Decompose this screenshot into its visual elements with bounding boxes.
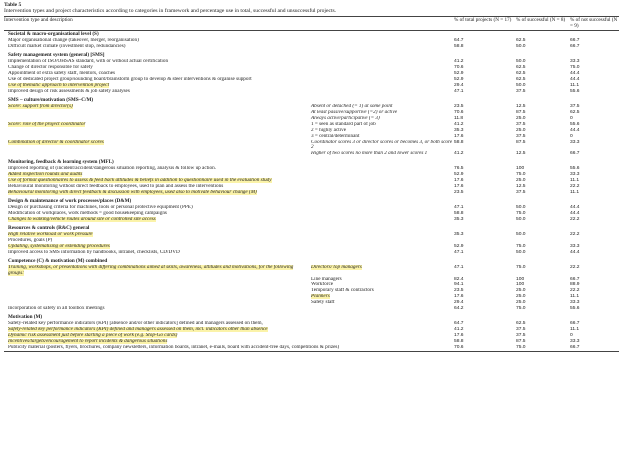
pct-successful: 50.0 <box>516 82 526 88</box>
pct-total: 64.2 <box>454 306 464 312</box>
pct-not-successful: 33.3 <box>570 139 580 145</box>
pct-not-successful: 11.1 <box>570 82 580 88</box>
pct-successful: 75.0 <box>516 172 526 178</box>
pct-total: 35.3 <box>454 127 464 133</box>
score-description: 1 = seen as standard part of job <box>311 121 376 127</box>
pct-total: 52.9 <box>454 71 464 77</box>
intervention-label: Combination of director & coordinator scores <box>8 139 104 145</box>
pct-total: 47.1 <box>454 205 464 211</box>
pct-not-successful: 66.7 <box>570 345 619 351</box>
header-intervention-type: Intervention type and description <box>4 17 309 31</box>
intervention-label: Major organisational change (takeover, merger, reorganisation) <box>8 38 139 44</box>
section-heading-row <box>4 196 619 205</box>
pct-not-successful: 55.6 <box>570 166 580 172</box>
pct-successful: 100 <box>516 276 525 282</box>
score-description: Absent or detached (= 1) at some point <box>311 103 393 109</box>
pct-not-successful: 22.2 <box>570 184 580 190</box>
intervention-label: Safety-related key performance indicators (KPI) defined and managers assessed on them, incl. indicators other than absence <box>8 327 268 333</box>
pct-not-successful: 0 <box>570 333 573 339</box>
pct-successful: 87.5 <box>516 339 526 345</box>
table-number: Table 5 <box>4 2 22 8</box>
pct-successful: 62.5 <box>516 38 526 44</box>
pct-not-successful: 22.2 <box>570 231 580 237</box>
pct-total: 52.9 <box>454 76 464 82</box>
pct-not-successful: 44.4 <box>570 71 580 77</box>
pct-total: 52.9 <box>454 172 464 178</box>
intervention-label: Incorporation of safety in all toolbox meetings <box>8 306 105 312</box>
section-heading-row <box>4 223 619 232</box>
pct-not-successful: 66.7 <box>570 151 580 157</box>
section-heading-row <box>4 157 619 166</box>
pct-successful: 37.5 <box>516 190 526 196</box>
score-description: Always active/participative (= 3) <box>311 115 380 121</box>
intervention-table <box>4 16 619 352</box>
pct-total: 17.6 <box>454 333 464 339</box>
pct-not-successful: 55.6 <box>570 88 580 94</box>
intervention-label: Score: role of the project coordinator <box>8 121 86 127</box>
pct-successful: 50.0 <box>516 231 526 237</box>
intervention-label: Publicity material (posters, flyers, brochures, company newsletters, information boards, intranet, e-mails, board with accident-free days, competitions & prizes) <box>4 345 454 351</box>
document-page <box>4 0 619 352</box>
intervention-label: Incentives/targets/encouragement to report incidents & dangerous situations <box>8 339 168 345</box>
pct-total: 17.6 <box>454 178 464 184</box>
section-heading-row <box>4 312 619 321</box>
pct-not-successful: 66.7 <box>570 38 580 44</box>
pct-successful: 62.5 <box>516 71 526 77</box>
intervention-label: Procedures, goals (P) <box>8 237 53 243</box>
pct-total: 70.6 <box>454 65 464 71</box>
pct-not-successful: 0 <box>570 115 573 121</box>
section-heading-row <box>4 256 619 265</box>
score-description: 3 = central/determinant <box>311 133 360 139</box>
pct-not-successful: 22.2 <box>570 264 580 270</box>
intervention-label: Safety-related key performance indicators (KPI) [absence and/or other indicators] defined and managers assessed on them, <box>8 321 263 327</box>
pct-successful: 75.0 <box>516 211 526 216</box>
pct-successful: 100 <box>516 166 525 172</box>
intervention-label: Improved access to SMS information by handbooks, intranet, checklists, CD/DVD <box>8 249 180 255</box>
pct-successful: 12.5 <box>516 151 526 157</box>
score-description: Line managers <box>311 276 342 282</box>
pct-successful: 25.0 <box>516 178 526 184</box>
pct-total: 58.8 <box>454 139 464 145</box>
pct-not-successful: 75.0 <box>570 65 580 71</box>
section-heading-row <box>4 50 619 59</box>
score-description: Temporary staff & contractors <box>311 288 374 294</box>
pct-total: 82.4 <box>454 276 464 282</box>
pct-successful: 50.0 <box>516 249 526 255</box>
pct-successful: 25.0 <box>516 288 526 294</box>
score-description: Safety staff <box>311 300 335 306</box>
pct-successful: 25.0 <box>516 127 526 133</box>
pct-not-successful: 22.2 <box>570 288 580 294</box>
table-body <box>4 31 619 352</box>
intervention-label: Improved reporting of (incident/accident/dangerous situation reporting, analysis & follow up action. <box>8 166 217 172</box>
pct-not-successful: 33.3 <box>570 300 580 306</box>
pct-total: 35.3 <box>454 231 464 237</box>
pct-not-successful: 33.3 <box>570 59 580 65</box>
pct-successful: 75.0 <box>516 243 526 249</box>
pct-successful: 37.5 <box>516 121 526 127</box>
pct-not-successful: 0 <box>570 133 573 139</box>
pct-total: 23.5 <box>454 190 464 196</box>
intervention-label: Updating, systematising or extending procedures <box>8 243 110 249</box>
pct-successful: 75.0 <box>516 345 570 351</box>
pct-not-successful: 44.4 <box>570 211 580 216</box>
pct-total: 52.9 <box>454 243 464 249</box>
pct-total: 47.1 <box>454 88 464 94</box>
intervention-label: Behavioural monitoring without direct feedback to employees, used to plan and assess the interventions <box>8 184 224 190</box>
pct-not-successful: 88.9 <box>570 282 580 288</box>
intervention-label: Changes to walking/vehicle routes around site or controlled site access <box>8 216 156 222</box>
pct-successful: 62.5 <box>516 65 526 71</box>
pct-successful: 37.5 <box>516 88 526 94</box>
pct-total: 41.2 <box>454 151 464 157</box>
pct-total: 11.8 <box>454 115 464 121</box>
header-not-successful: % of not successful (N = 9) <box>570 16 618 29</box>
pct-not-successful: 22.2 <box>570 216 580 222</box>
pct-not-successful: 44.4 <box>570 76 580 82</box>
intervention-label: Change of director responsible for safety <box>8 65 93 71</box>
pct-total: 94.1 <box>454 282 464 288</box>
pct-total: 17.6 <box>454 133 464 139</box>
pct-total: 70.6 <box>454 109 464 115</box>
intervention-label: Use of thematic approach to intervention project <box>8 82 110 88</box>
pct-not-successful: 55.6 <box>570 306 580 312</box>
pct-total: 23.5 <box>454 288 464 294</box>
intervention-label: Improved design of risk assessments & job safety analyses <box>8 88 130 94</box>
score-description: Higher of two scores no more than 2 and lower scores 1 <box>311 151 428 157</box>
pct-total: 76.5 <box>454 166 464 172</box>
pct-not-successful: 55.6 <box>570 121 580 127</box>
pct-not-successful: 44.4 <box>570 127 580 133</box>
pct-successful: 62.5 <box>516 76 526 82</box>
intervention-label: Dynamic risk assessment just before starting a piece of work (e.g. Stop-Go cards) <box>8 333 178 339</box>
pct-successful: 75.0 <box>516 264 526 270</box>
intervention-label: Score: support from director(s) <box>8 103 73 109</box>
section-heading: SMS – culture/motivation (SMS–C/M) <box>8 96 94 103</box>
pct-not-successful: 33.3 <box>570 172 580 178</box>
pct-total: 41.2 <box>454 59 464 65</box>
pct-successful: 87.5 <box>516 139 526 145</box>
pct-successful: 25.0 <box>516 300 526 306</box>
section-heading: Safety management system (general) [SMS] <box>8 52 105 59</box>
pct-total: 41.2 <box>454 121 464 127</box>
pct-total: 29.4 <box>454 82 464 88</box>
pct-not-successful: 44.4 <box>570 205 580 211</box>
pct-successful: 50.0 <box>516 44 526 50</box>
score-description: At least passive/supportive (=2) or active <box>311 109 398 115</box>
pct-total: 47.1 <box>454 249 464 255</box>
section-heading-row <box>4 31 619 38</box>
header-total-projects: % of total projects (N = 17) <box>454 17 516 31</box>
pct-total: 70.6 <box>454 345 516 351</box>
table-caption: Intervention types and project characteristics according to categories in framework and percentage use in total, successful and unsuccessful projects. <box>4 8 337 15</box>
pct-total: 58.8 <box>454 44 464 50</box>
section-heading: Design & maintenance of work processes/places (D&M) <box>8 198 132 205</box>
pct-not-successful: 11.1 <box>570 327 580 333</box>
pct-not-successful: 66.7 <box>570 321 580 327</box>
table-header-row <box>4 17 619 31</box>
table-row <box>4 140 619 152</box>
intervention-label: Added inspection rounds and audits <box>8 172 83 178</box>
pct-total: 41.2 <box>454 327 464 333</box>
pct-not-successful: 37.5 <box>570 103 580 109</box>
pct-total: 23.5 <box>454 103 464 109</box>
pct-not-successful: 11.1 <box>570 178 580 184</box>
intervention-label: Training, workshops, or presentations with differing combinations aimed at skills, awareness, attitudes and motivations, for the following groups: <box>8 264 294 276</box>
pct-total: 17.6 <box>454 184 464 190</box>
pct-not-successful: 66.7 <box>570 276 580 282</box>
pct-total: 58.8 <box>454 339 464 345</box>
pct-successful: 12.5 <box>516 184 526 190</box>
pct-successful: 37.5 <box>516 333 526 339</box>
pct-successful: 50.0 <box>516 205 526 211</box>
pct-successful: 75.0 <box>516 306 526 312</box>
pct-successful: 25.0 <box>516 294 526 300</box>
pct-not-successful: 11.1 <box>570 294 580 300</box>
pct-successful: 87.5 <box>516 109 526 115</box>
pct-not-successful: 66.7 <box>570 44 580 50</box>
pct-total: 35.3 <box>454 216 464 222</box>
intervention-label: Appointment of extra safety staff, mentors, coaches <box>8 71 116 77</box>
pct-successful: 37.5 <box>516 133 526 139</box>
intervention-label: Use of dedicated project group/sounding board/brainstorm group to develop & steer interventions & organise support <box>8 76 252 82</box>
pct-successful: 50.0 <box>516 216 526 222</box>
section-heading-row <box>4 95 619 104</box>
section-heading: Motivation (M) <box>8 314 43 321</box>
section-heading: Monitoring, feedback & learning system (MFL) <box>8 159 114 166</box>
score-description: Coordinator scores 3 or director scores or becomes 3, or both score 2 <box>311 139 453 151</box>
pct-successful: 62.5 <box>516 321 526 327</box>
intervention-label: Use of formal questionnaires to assess & feed back attitudes & beliefs in addition to questionnaire used in the evaluation study <box>8 178 272 184</box>
header-spacer <box>309 17 454 31</box>
pct-successful: 37.5 <box>516 327 526 333</box>
section-heading: Competence (C) & motivation (M) combined <box>8 257 108 264</box>
pct-not-successful: 44.4 <box>570 249 580 255</box>
section-heading: Resources & controls (R&C) general <box>8 224 90 231</box>
pct-not-successful: 33.3 <box>570 339 580 345</box>
pct-total: 29.4 <box>454 300 464 306</box>
score-description: Planners <box>311 294 330 300</box>
pct-total: 17.6 <box>454 294 464 300</box>
pct-total: 47.1 <box>454 264 464 270</box>
intervention-label: Difficult market climate (investment stop, redundancies) <box>8 44 126 50</box>
pct-total: 64.7 <box>454 38 464 44</box>
intervention-label: Implementation of ISO/OHSAS standard, with or without actual certification <box>8 59 169 65</box>
pct-successful: 25.0 <box>516 115 526 121</box>
section-heading: Societal & macro-organisational level (S) <box>8 31 99 38</box>
score-description: Workforce <box>311 282 334 288</box>
pct-total: 58.8 <box>454 211 464 216</box>
pct-successful: 12.5 <box>516 103 526 109</box>
table-row <box>4 345 619 351</box>
header-successful: % of successful (N = 8) <box>516 17 570 31</box>
pct-successful: 100 <box>516 282 525 288</box>
intervention-label: Behavioural monitoring with direct feedback & discussion with employees, used also to motivate behaviour change (M) <box>8 190 257 196</box>
score-description: Directors/ top managers <box>311 264 362 270</box>
score-description: 2 = highly active <box>311 127 347 133</box>
intervention-label: Design or purchasing criteria for machines, tools or personal protective equipment (PPE) <box>8 205 193 211</box>
intervention-label: Modification of workplaces, work methods = good housekeeping campaigns <box>8 211 167 216</box>
pct-not-successful: 11.1 <box>570 190 580 196</box>
pct-not-successful: 62.5 <box>570 109 580 115</box>
pct-total: 64.7 <box>454 321 464 327</box>
pct-not-successful: 33.3 <box>570 243 580 249</box>
table-row <box>4 265 619 277</box>
intervention-label: High relative workload or work pressure <box>8 231 93 237</box>
pct-successful: 50.0 <box>516 59 526 65</box>
